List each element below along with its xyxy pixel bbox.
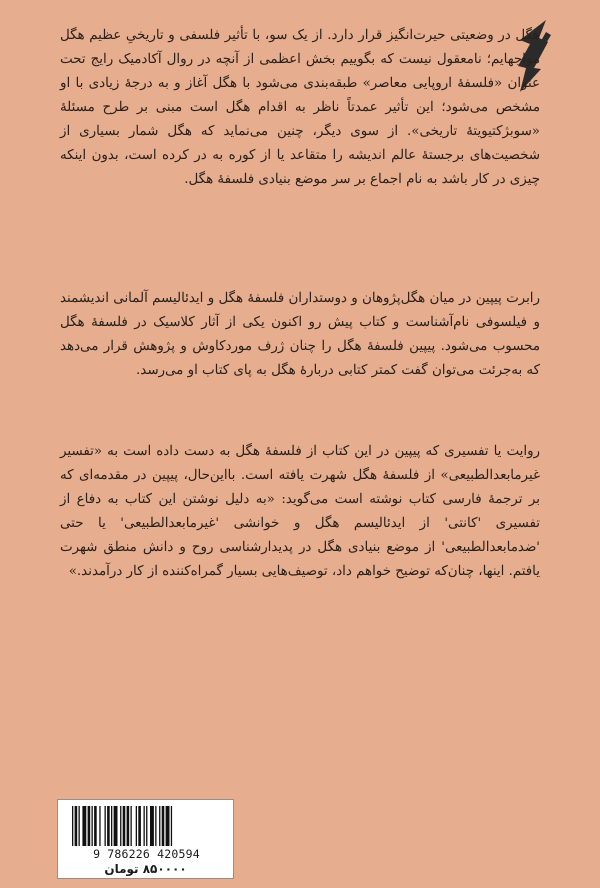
- isbn-digits: 9 786226 420594: [93, 847, 200, 861]
- barcode-bar: [72, 806, 73, 846]
- barcode-bar: [138, 806, 141, 846]
- barcode-bar: [94, 806, 97, 846]
- barcode-bar: [99, 806, 100, 846]
- barcode-bar: [88, 806, 91, 846]
- barcode-bar: [171, 806, 172, 846]
- barcode-bar: [162, 806, 165, 846]
- paragraph-text: رابرت پیپین در میان هگل‌پژوهان و دوستداران فلسفهٔ هگل و ایدئالیسم آلمانی اندیشمند و فیلسوفی نام‌آشناست و کتاب پیش رو اکنون یکی از آثار کلاسیک در فلسفهٔ هگل محسوب می‌شود. پیپین فلسفهٔ هگل را چنان ژرف موردکاوش و پژوهش قرار می‌دهد که به‌جرئت می‌توان گفت کمتر کتابی دربارهٔ هگل به پای کتاب او می‌رسد.: [60, 291, 540, 378]
- barcode-bar: [123, 806, 126, 846]
- price-label: ۸۵۰۰۰۰ تومان: [104, 862, 187, 876]
- barcode-label: [57, 799, 234, 879]
- barcode-bar: [131, 806, 132, 846]
- barcode-bar: [144, 806, 145, 846]
- barcode-bar: [166, 806, 170, 846]
- barcode-bar: [150, 806, 154, 846]
- barcode-bar: [120, 806, 121, 846]
- barcode-bar: [114, 806, 118, 846]
- barcode-bar: [92, 806, 93, 846]
- paragraph-text: روایت یا تفسیری که پیپین در این کتاب از فلسفهٔ هگل به دست داده است به «تفسیر غیرمابعدالطبیعی» از فلسفهٔ هگل شهرت یافته است. بااین‌حال، پیپین در مقدمه‌ای که بر ترجمهٔ فارسی کتاب نوشته است می‌گوید: «به دلیل نوشتن این کتاب به دفاع از تفسیری 'کانتی' از ایدئالیسم هگل و خوانشی 'غیرمابعدالطبیعی' یا حتی 'ضدمابعدالطبیعی' از موضع بنیادی هگل در پدیدارشناسی روح و دانش منطق شهرت یافتم. اینها، چنان‌که توضیح خواهم داد، توصیف‌هایی بسیار گمراه‌کننده از کار درآمدند.»: [60, 444, 540, 579]
- barcode-bar: [146, 806, 147, 846]
- barcode-bar: [127, 806, 130, 846]
- barcode-bar: [105, 806, 106, 846]
- paragraph-2: [60, 287, 540, 383]
- paragraph-text: هگل در وضعیتی حیرت‌انگیز قرار دارد. از یک سو، با تأثیر فلسفی و تاریخیِ عظیم هگل مواجهایم؛ نامعقول نیست که بگوییم بخش اعظمی از آنچه در روال آکادمیک رایج تحت عنوان «فلسفهٔ اروپایی معاصر» طبقه‌بندی می‌شود با هگل آغاز و به درجهٔ زیادی با او مشخص می‌شود؛ این تأثیر عمدتاً ناظر به اقدام هگل است مبنی بر طرح مسئلهٔ «سوبژکتیویتهٔ تاریخی». از سوی دیگر، چنین می‌نماید که هگل شمار بسیاری از شخصیت‌های برجستهٔ عالم اندیشه را متقاعد یا از کوره به در کرده است، بدون اینکه چیزی در کار باشد به نام اجماع بر سر موضع بنیادی فلسفهٔ هگل.: [60, 28, 540, 187]
- barcode-bar: [82, 806, 86, 846]
- barcode-bar: [155, 806, 156, 846]
- paragraph-1: [60, 24, 540, 192]
- paragraph-3: [60, 440, 540, 584]
- barcode-bar: [75, 806, 78, 846]
- barcode-bar: [136, 806, 137, 846]
- barcode-bar: [159, 806, 160, 846]
- barcode-bar: [79, 806, 80, 846]
- barcode-bar: [107, 806, 110, 846]
- barcode-icon: [70, 806, 223, 846]
- barcode-bar: [111, 806, 112, 846]
